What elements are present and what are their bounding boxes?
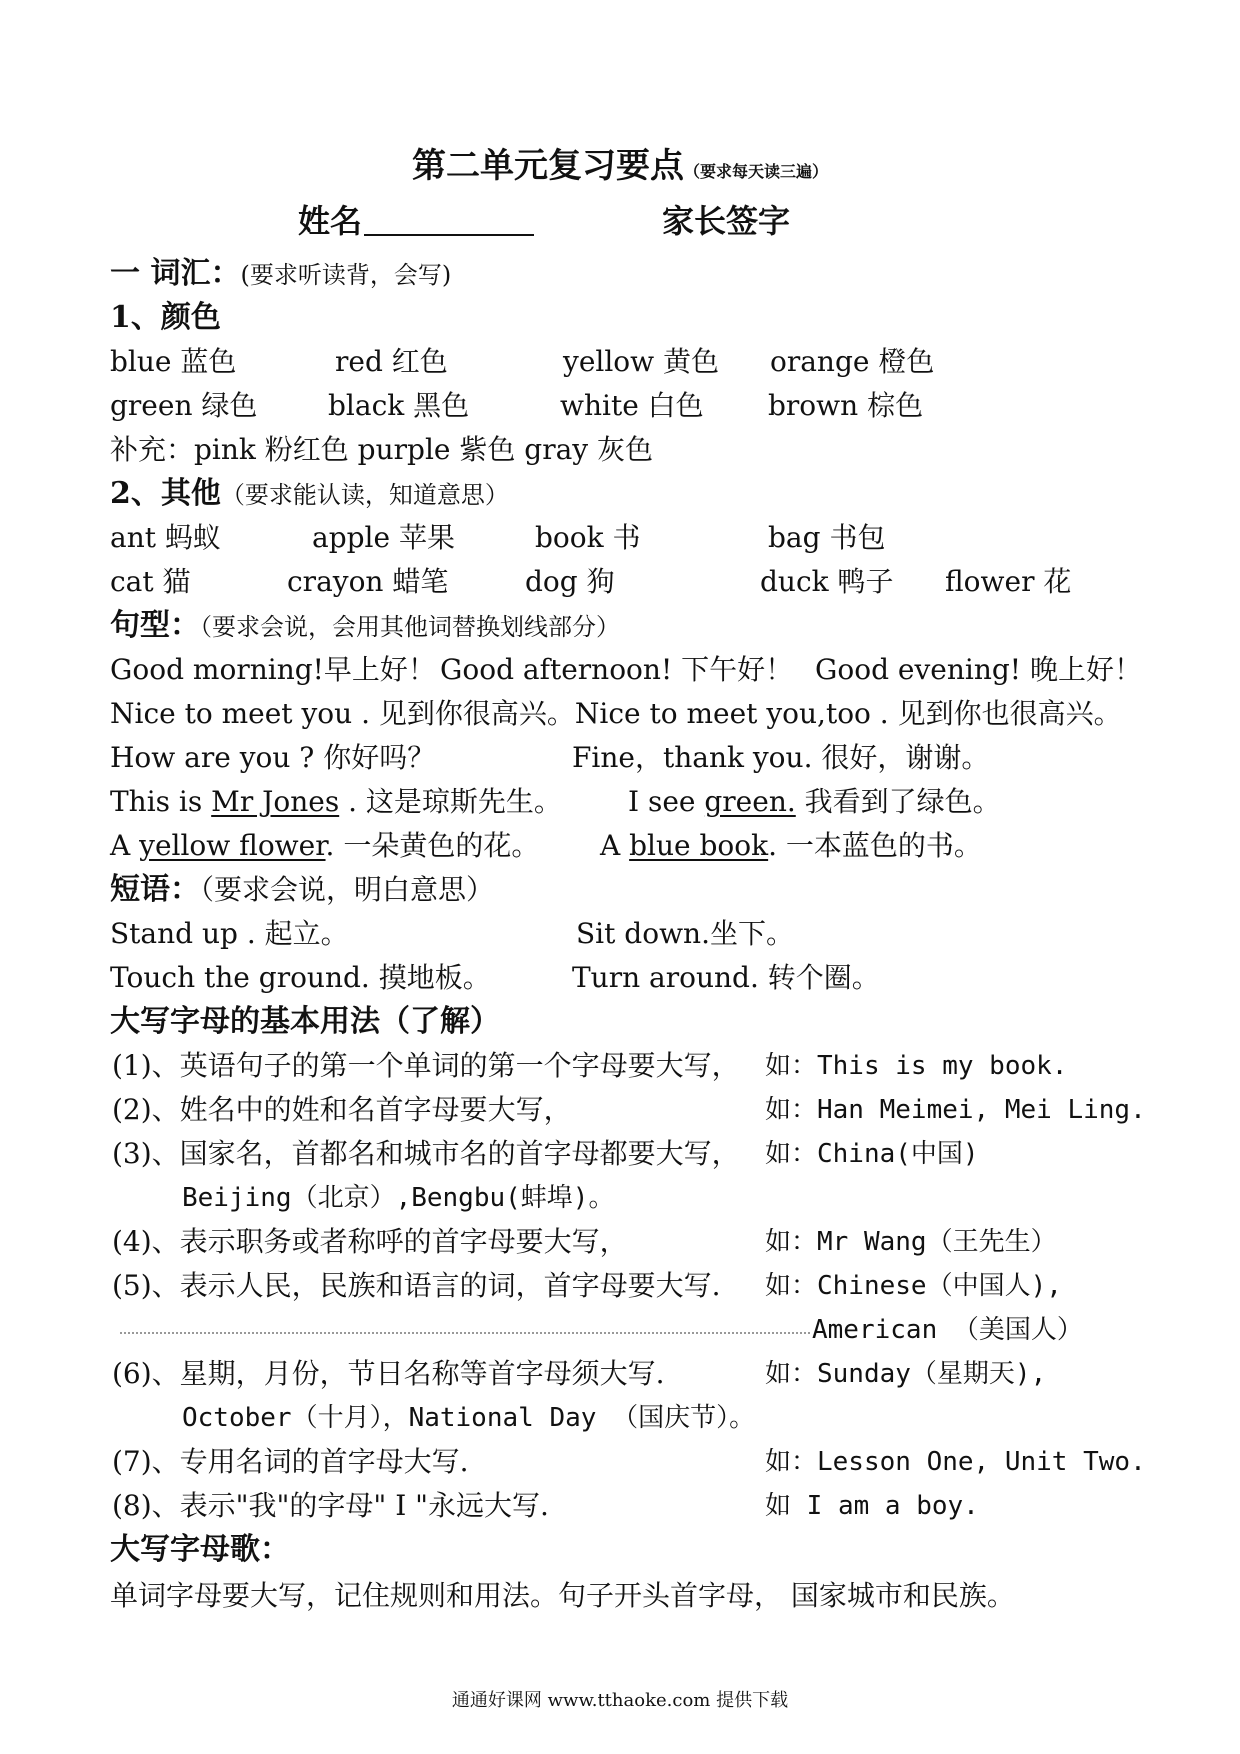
capital-rule [0,1044,1240,1088]
colors-row-1 [0,340,1240,384]
vocab-item: apple 苹果 [312,521,455,554]
vocab-item: black 黑色 [328,389,470,422]
sentence-line-1 [0,648,1240,692]
vocab-item: bag 书包 [768,521,886,554]
capital-rule [0,1352,1240,1396]
vocab-item: cat 猫 [110,565,191,598]
rule-text: Beijing（北京）,Bengbu(蚌埠)。 [182,1183,615,1213]
phrase-line-1 [0,912,1240,956]
sentence-line-2 [0,692,1240,736]
vocab-item: duck 鸭子 [760,565,894,598]
capital-rule [0,1132,1240,1176]
rule-text: (4)、表示职务或者称呼的首字母要大写， [112,1225,628,1258]
capital-rule-continued [0,1176,1240,1220]
colors-heading: 1、颜色 [110,300,221,335]
other-heading-row [0,472,1240,516]
sentence: A yellow flower. 一朵黄色的花。 [110,829,540,862]
rule-text: (6)、星期，月份，节日名称等首字母须大写. [112,1357,665,1390]
rule-example: 如：Mr Wang（王先生） [765,1227,1057,1257]
song-line-row [0,1574,1240,1618]
underlined-word: blue book [629,829,769,862]
underlined-word: Mr Jones [211,785,340,818]
vocab-item: ant 蚂蚁 [110,521,221,554]
vocab-item: yellow 黄色 [563,345,720,378]
vocab-item: orange 橙色 [770,345,935,378]
vocab-item: red 红色 [335,345,448,378]
capital-rule-continued [0,1308,1240,1352]
rule-example: American （美国人） [812,1315,1083,1345]
sentence-line-5 [0,824,1240,868]
rule-text: October（十月），National Day （国庆节）。 [182,1403,756,1433]
colors-extra-row [0,428,1240,472]
sentence: A blue book. 一本蓝色的书。 [600,829,982,862]
song-heading: 大写字母歌： [110,1532,290,1567]
other-row-2 [0,560,1240,604]
name-sign-row [0,196,1240,246]
rule-example: 如：Lesson One, Unit Two. [765,1447,1146,1477]
sentences-heading-row [0,604,1240,648]
rule-text: (1)、英语句子的第一个单词的第一个字母要大写， [112,1049,740,1082]
rule-example: 如 I am a boy. [765,1491,979,1521]
name-field[interactable]: 姓名 [298,196,534,246]
rule-example: 如：Sunday（星期天), [765,1359,1047,1389]
sentence: Good afternoon! 下午好！ [440,653,794,686]
title-main: 第二单元复习要点 [411,146,684,186]
capital-rule-continued [0,1396,1240,1440]
capital-rule [0,1484,1240,1528]
sentence: Good evening! 晚上好！ [815,653,1142,686]
sentence: Nice to meet you . 见到你很高兴。Nice to meet you,too . 见到你也很高兴。 [110,697,1122,730]
vocab-item: green 绿色 [110,389,258,422]
underlined-word: yellow flower [139,829,326,862]
rule-text: (5)、表示人民，民族和语言的词，首字母要大写. [112,1269,721,1302]
rule-example: 如：This is my book. [765,1051,1068,1081]
capitals-heading: 大写字母的基本用法（了解） [110,1004,500,1039]
phrase-line-2 [0,956,1240,1000]
rule-example: 如：Chinese（中国人), [765,1271,1062,1301]
other-row-1 [0,516,1240,560]
colors-extra: 补充：pink 粉红色 purple 紫色 gray 灰色 [110,433,653,466]
colors-row-2 [0,384,1240,428]
rule-text: (7)、专用名词的首字母大写. [112,1445,469,1478]
song-line: 单词字母要大写，记住规则和用法。句子开头首字母， 国家城市和民族。 [110,1579,1015,1612]
phrase: Turn around. 转个圈。 [572,961,880,994]
phrases-heading-row [0,868,1240,912]
vocab-item: crayon 蜡笔 [287,565,449,598]
sentence: I see green. 我看到了绿色。 [628,785,1001,818]
colors-heading-row [0,296,1240,340]
phrases-heading: 短语：（要求会说，明白意思） [110,872,495,907]
sentence: How are you ? 你好吗？ [110,741,436,774]
song-heading-row [0,1528,1240,1572]
capitals-heading-row [0,1000,1240,1044]
footer: 通通好课网 www.tthaoke.com 提供下载 [451,1690,789,1711]
title-note: （要求每天读三遍） [683,162,828,181]
vocab-item: white 白色 [560,389,704,422]
vocab-item: blue 蓝色 [110,345,237,378]
sentence-line-4 [0,780,1240,824]
vocab-item: flower 花 [945,565,1072,598]
parent-signature-label: 家长签字 [662,202,791,240]
vocab-item: book 书 [535,521,641,554]
sentence: This is Mr Jones . 这是琼斯先生。 [110,785,562,818]
sentence-line-3 [0,736,1240,780]
phrase: Touch the ground. 摸地板。 [110,961,491,994]
vocab-heading-row [0,252,1240,296]
rule-text: (3)、国家名，首都名和城市名的首字母都要大写， [112,1137,740,1170]
capital-rule [0,1220,1240,1264]
sentence: Fine，thank you. 很好，谢谢。 [572,741,990,774]
underlined-word: green. [704,785,796,818]
phrase: Stand up . 起立。 [110,917,349,950]
other-heading: 2、其他（要求能认读，知道意思） [110,476,509,511]
capital-rule [0,1088,1240,1132]
rule-example: 如：China(中国) [765,1139,979,1169]
vocab-item: brown 棕色 [768,389,924,422]
sentences-heading: 句型：（要求会说，会用其他词替换划线部分） [110,608,620,643]
rule-example: 如：Han Meimei, Mei Ling. [765,1095,1146,1125]
page-title [0,138,1240,187]
capital-rule [0,1440,1240,1484]
capital-rule [0,1264,1240,1308]
name-blank[interactable] [364,204,534,236]
vocab-item: dog 狗 [525,565,615,598]
phrase: Sit down.坐下。 [576,917,794,950]
sentence: Good morning!早上好！ [110,653,436,686]
vocab-heading: 一 词汇：(要求听读背，会写) [110,256,452,291]
rule-text: (2)、姓名中的姓和名首字母要大写， [112,1093,572,1126]
rule-text: (8)、表示"我"的字母" I "永远大写. [112,1489,549,1522]
